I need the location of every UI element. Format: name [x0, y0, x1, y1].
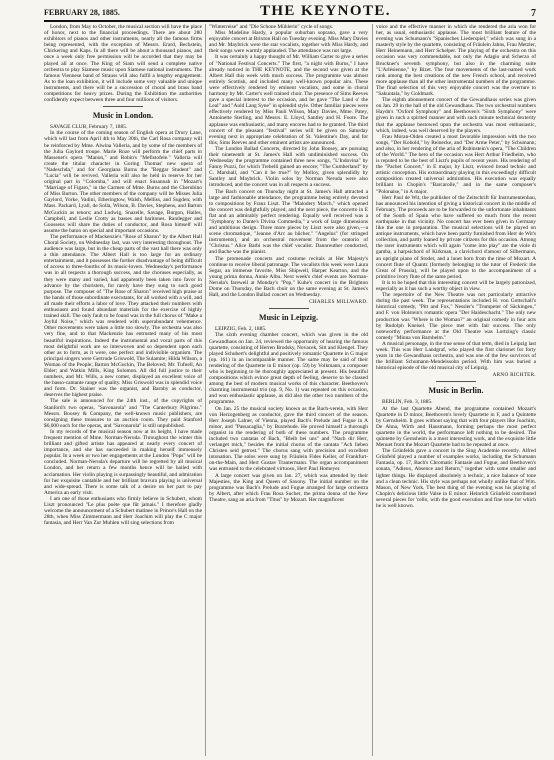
column-divider [372, 24, 373, 756]
paragraph: At the last Quartette Abend, the programme contained Mozart's Quartette in D minor, Beethoven's lovely Quartette in F, and a Quintette by Gernsheim. It goes without saying that with four players like Joachim, De Ahna, Wirth and Hausmann, forming perhaps the most perfect quartette in the world, the performance left nothing to be desired. The quintette by Gernsheim is a most interesting work, and the exquisite little Menuet from the Mozart Quartette had to be repeated at once. [376, 405, 536, 449]
column-3 [376, 24, 536, 756]
paragraph: A musical personage, in the true sense of that term, died in Leipzig last week. This was Herr Landgraf, who played the first clarionet for forty years in the Gewandhaus orchestra, and was one of the few survivors of the brilliant Schumann-Mendelssohn period. With him was buried a historical episode of the old musical city of Leipzig. [376, 340, 536, 372]
dateline: LEIPZIG, Feb. 2, 1885. [215, 326, 267, 333]
page-number: 7 [531, 8, 536, 19]
paragraph: "Winterreise" and "Die Schone Mühlerin" cycle of songs. [209, 24, 334, 30]
paragraph: Frau Moran-Olden created a most favorable impression with the two songs, "Der Kobold," by Reinecke, and "Der Arme Peter," by Schumann; and also, in her rendering of the aria of Rubinstein's opera, "The Children of the World." The hero of the occasion was Herr Arthur Friedheim, who is reputed to be the best of Liszt's pupils of recent years. His rendering of the "Pachet Concert," in E major, by Liszt, evinced broad technic and artistic conception. His extraordinary playing in this exceedingly difficult composition created universal admiration. His execution was equally brilliant in Chopin's "Barcarolle," and in the same composer's "Polonaise," in A major. [376, 133, 536, 195]
author-signature: CHARLES MILLWARD. [309, 299, 368, 306]
dateline: BERLIN, Feb. 3, 1885. [382, 399, 433, 406]
column-1 [44, 24, 202, 756]
paragraph: In my records of the musical season now at its height, I have made frequent mention of Mme. Norman-Neruda. Throughout the winter this brilliant and gifted artiste has appeared at nearly every concert of importance, and she has succeeded in making herself immensely popular. In a week or two her engagements at the London "Pops" will be concluded. Norman-Neruda's departure will be regretted by all musical London, and her return a few months hence will be hailed with acclamation. Her violin playing is surpassingly beautiful, and admiration for her exquisite cantabile and her brilliant bravura playing is universal and wide-spread. There is some talk of a desire on her part to pay America an early visit. [44, 428, 202, 496]
publication-title: THE KEYNOTE. [259, 3, 391, 19]
paragraph: I am one of those enthusiasts who firmly believe in Schubert, whom Liszt pronounced "Le plus poète que fût jamais." I therefore gladly welcome the announcement of a Schubert matinee in Prince's Hall on the 28th, when Miss Zimmermann and Herr Joachim will play the C major fantasia, and Herr Van Zur Muhlen will sing selections from [44, 495, 202, 527]
paragraph: The Bach concert on Thursday night at St. James's Hall attracted a large and fashionable attendance, the programme being entirely devoted to compositions by Franz Liszt. The "Malodery March," which opened the concert was delightfully played, and the next piece, the concerto in E flat and an admirably perfect rendering. Equally well received was a "Symphony to Dante's Divina Commedia," a work of large dimensions and ambitious design. Three more pieces by Liszt were also given,—a scene chromatique, "Jeanne d'Arc au bûcher," "Angelus" (for stringed instruments), and an orchestral movement from the oratorio of "Christus." Alice Barbi was the chief vocalist. Dannreuther conducted, and Bache was the pianist. [209, 188, 368, 256]
dateline: SAVAGE CLUB, February 7, 1885. [50, 124, 128, 131]
section-divider [103, 106, 143, 107]
paragraph: On Jan. 25 the musical society known as the Bach-verein, with Herr von Herzogenberg as conductor, gave the third concert of the season. Herr Joseph Lalner, of Vienna, played Bach's Prelude and Fugue in A minor, and "Passacaglia," by Buxtehude. He proved himself a thorough organist in the rendering of both of these numbers. The programme included two cantatas of Bach, "Bleib bei uns" and "Nach dir Herr, verlanget mich," besides the initial chorus of the cantata "Ach lieben Christen seid getrost." The chorus sang with precision and excellent intonation. The solos were sung by Fräulein Fides Keller, of Frankfurt-on-the-Main, and Herr Gustav Trautermann. The organ accompaniment was entrusted to the celebrated virtuoso, Herr Paul Homeyer. [209, 405, 368, 473]
paragraph: The sixth evening chamber concert, which was given in the old Gewandhaus on Jan. 24, reviewed the opportunity of hearing the famous quartette, consisting of Herren Brodsky, Novacek, Sitt and Klengel. They played Schubert's delightful and positively romantic Quartette in G major (op. 161) in an incomparable manner. The same may be said of their rendering of the Quartette in E minor (op. 59) by Volkmann, a composer who is beginning to be thoroughly appreciated at present. His beautiful compositions which evince great depth of feeling, deserve to be classed among the best of modern musical works of this character. Beethoven's charming instrumental trio (op. 9, No. 1) was repeated on this occasion, and won enthusiastic applause, as did also the other two numbers of the programme. [209, 332, 368, 406]
paragraph: In the course of the coming season of English opera at Drury Lane, which will last from April 4th to May 30th, the Carl Rosa company will be reinforced by Mme. Alwina Valleria, and by some of the members of the Julia Gaylord troupe. Marie Roze will perform the chief parts in Massenet's opera "Manon," and Robin's "Mefistofele." Valleria will create the titular character in Goring Thomas' new opera of "Nadeschda," and for Georgiana Burns the "Beggar Student" and "Lucia" will be revived. Valleria will also be held in reserve for her original part in "Colomba," and will enact Susannah in "Mozart's "Marriage of Figaro," in the Carmen of Mme. Burns and the Cherubino of Miss Burton. The other members of the company will be Misses Julia Gaylord, Yorke, Vadini, Etheringtow, Walsh, Melliss, and Sugden; with Mass. Packard, Lyall, de Solla, Wilson, B. Davies, Stephens, and Barton McGuckin as tenors; and Ludwig, Snazelle, Savage, Burgon, Hailes, Campbell, and Leslie Crotty as basses and baritones. Randegger and Goossens will share the duties of conductor, and Rosa himself will assume the baton on special and important occasions. [44, 130, 202, 234]
section-title-berlin: Music in Berlin. [428, 386, 484, 396]
paragraph: The performance of Mackenzie's "Rose of Sharon" by the Albert Hall Choral Society, on Wednesday last, was very interesting throughout. The audience was large, but in the cheap parts of the vast hall there was only a thin attendance. The Albert Hall is too large for an ordinary entertainment, and it possesses the further disadvantage of being difficult of access to three-fourths of its music-lovers. Wednesday's performance was in all respects a thorough success, and the choruses especially, as they were many and varied, had apparently been taken into favor in advance by the choristers, for rarely have they sung to such good purpose. The composer of "The Rose of Sharon" received high praise at the hands of those subordinate executants, for all worked with a will, and all made their efforts a labor of love. They attacked their numbers with enthusiasm and found abundant materials for the exercise of highly trained skill. The only fault to be found was in the full chorus of "Make a Joyful Noise," which was rendered with superabundant vehemence. Other movements were taken a little too slowly. The orchestra was also very fine, and to that Mackenzie has entrusted many of his most beautiful inspirations. Indeed the instrumental and vocal parts of this most delightful work are so interwoven and so dependent upon each other as to form, as it were, one perfect and indivisible organism. The principal singers were Gertrude Griswold, The Sulamite; Hilda Wilson, a Woman of the People; Barton McGuckin, The Beloved; Mr. Tufnell, An Elder; and Watkin Mills, King Solomon. All did full justice to their numbers, and Mr. Wills, a new comer, displayed an excellent voice of the basso-cantante range of quality. Miss Griswold was in splendid voice and form. Dr. Stainer was the organist, and Barnby as conductor, deserves the highest praise. [44, 233, 202, 399]
masthead [44, 2, 536, 22]
paragraph: A large concert was given on Jan. 27, which was attended by their Majesties, the King and Queen of Saxony. The initial number on the programme was Bach's Prelude and Fugue arranged for large orchestra by Albert, after which Frau Rosa Sucher, the prima donna of the New Theatre, sang an aria from "Titus" by Mozart. Her magnificent [209, 472, 368, 503]
paragraph: Miss Madeline Hardy, a popular suburban soprano, gave a very enjoyable concert at Brixton Hall on Tuesday evening. Miss Mary Davies and Mr. Maybrick were the star vocalists, together with Miss Hardy, and their songs were warmly applauded. The attendance was not large. [209, 30, 368, 55]
paragraph: The promenade concerts and costume recitals at Her Majesty's continue to receive liberal patronage. The vocalists this week were Laura Segar, an immense favorite, Miss Shipwell, Harper Kearton, and the young prima donna, Annie Albu. Next week's chief events are Norman-Neruda's farewell at Monday's "Pop," Kuhe's concert in the Brighton Dome on Thursday, the Bach choir on the same evening at St. James's Hall, and the London Ballad concert on Wednesday. [209, 255, 368, 299]
column-2 [209, 24, 368, 756]
paragraph: voice and the effective manner in which she rendered the aria won for her, as usual, enthusiastic applause. The most brilliant feature of the evening was Schumann's "Spanisches Liederspiel," which was sung in a masterly style by the quartette, consisting of Fräulein Jahns, Frau Metzler, Herr Heinemann, and Herr Schelper. The playing of the orchestra on this occasion was very commendable, not only the Adagio and Scherzo of Bruckner's seventh symphony, but also in the charming suite "L'Arlésienne," by Bizet. The four movements of the last-named work rank among the best creations of the new French school, and received more applause than all the other instrumental numbers of the programme. The final selection of this very enjoyable concert was the overture to "Sakuntala," by Goldmark. [376, 24, 536, 98]
section-title-london: Music in London. [92, 111, 154, 121]
paragraph: The sale is announced for the 24th inst., of the copyrights of Stanford's two operas, "Savonarola" and "The Canterbury Pilgrims." Messrs. Boosey & Company, the well-known music publishers, are consigning these treasures to an auction room. They paid Stanford $6,000 each for the operas, and "Savonarola" is still unpublished. [44, 398, 202, 429]
column-divider [205, 24, 206, 756]
section-title-leipzig: Music in Leipzig. [259, 313, 318, 323]
paragraph: London, from May to October, the musical section will have the place of honor, next to the financial proceedings. There are about 280 exhibitors of pianos and other instruments, nearly all the famous firms being represented, with the exception of Messrs. Erard, Bechstein, Chickering and Kaps. In all there will be about a thousand pianos, and once a week only free permission will be accorded that they may be played all at once. The King of Siam will send a complete native orchestra to play Siamese music upon Siamese national instruments. The famous Viennese band of Strauss will also fulfil a lengthy engagement. As to the loan exhibition, it will include some very valuable and unique instruments, and there will be a succession of choral and brass band competitions for heavy prizes. During the Exhibition the authorities confidently expect between three and four millions of visitors. [44, 24, 202, 104]
section-divider [436, 381, 476, 382]
paragraph: The London Ballad Concerts, directed by John Boosey, are pursuing their nineteenth at St. James's Hall with undiminished success. On Wednesday the programme contained three new songs, "L'Indovina" by Fanny Puzzi, for which Trebelli gained an encore; "The Cumberland" by C. Marshall, and "Can it be true?" by Molloy, given splendidly by Santley and Maybrick. Violin solos by Norman Neruda were also introduced, and the concert was in all respects a success. [209, 145, 368, 189]
paragraph: It is to be hoped that this interesting concert will be largely patronized, especially as it has such a worthy object in view. [376, 279, 536, 293]
paragraph: Herr Paul de Wit, the publisher of the Zeitschrift für Instrumentenbau, has announced his intention of giving a historical concert in the middle of February. The proceeds are to be forwarded to the unfortunate inhabitants of the South of Spain who have suffered so much from the recent earthquake in that vicinity. No concert has ever been given in Germany like the one in preparation. The musical selections will be played on antique instruments, which have been partly furnished from Herr de Wit's collection, and partly loaned by private citizens for this occasion. Among the rarer instruments which will again "come into play" are the viole di gamba, a harpsichord of Kirkman, a clavichord d'amour of Silbermann, an upright piano of Stoder, and a lunet horn from the time of Mozart. A concert flute of Quantz (formerly belonging to the tutor of Frederic the Great of Prussia), will be played upon to the accompaniment of a primitive ivory flute of the same period. [376, 194, 536, 280]
issue-date: FEBRUARY 28, 1885. [44, 8, 120, 17]
paragraph: The eighth abonnement concert of the Gewandhaus series was given on Jan. 29 in the hall of the old Gewandhaus. The two orchestral numbers Haydn's "Oxford Symphony" and Beethoven's "Sixth Symphony" were given in such a spirited manner and with such minute technical dexterity that the applause bestowed upon the orchestra was most enthusiastic, which, indeed, was well deserved by the players. [376, 97, 536, 134]
section-divider [269, 308, 309, 309]
author-signature: ARNO RICHTER. [492, 372, 536, 379]
paragraph: It was certainly a happy thought of Mr. William Carter to give a series of "National Festival Concerts." The first, "a night with Burns," I have already noticed in THE KEYNOTE, and the second was given at the Albert Hall this week with much success. The programme was almost entirely Scottish, and included many well-known popular airs. These were effectively rendered by eminent vocalists, and some in choral harmony by Mr. Carter's well trained choir. The presence of Sims Reeves gave a special interest to the occasion, and he gave "The Land o' the Leal" and "Auld Lang Syne" in splendid style. Other familiar pieces were effectively rendered by Miss Pauli Wilson, Mary Davies, Mme. Patey, Antoinette Sterling, and Messrs. E. Lloyd, Santley and H. Foote. The applause was enthusiastic, and many encores had to be granted. The third concert of the pleasant "festival" series will be given on Saturday evening next in appropriate celebration of St. Valentine's Day, and for this, Sims Reeves and other eminent artists are announced. [209, 54, 368, 146]
paragraph: The Grünfelds gave a concert in the Sing Academie recently. Alfred Grünfeld played a number of examples works, including the Schumann Fantasia, op. 17, Bach's Chromatic Fantasie and Fugue, and Beethoven's sonata, "Adieux, Absence and Return," together with some smaller and lighter things. He displayed absolutely a technic, a nice balance of tone and a clean technic. His style was perhaps not wholly unlike that of Wm. Mason, of New York. The best thing of the evening was his playing of Chopin's delicious little Valse in E minor. Heinrich Grünfeld contributed several pieces for 'cello, with the good execution and fine tone for which he is well known. [376, 448, 536, 510]
paragraph: The repertoire of the New Theatre was not particularly attractive during the past week. The representations included H. von Gottschall's historical comedy, "Pitt and Fox," Nessler's "Trumpeter of Säckingen," and F. von Holstein's romantic opera "Der Haideschacht." The only new production was "Where is the Woman?" an original comedy in four acts by Rudolph Kneisel. The piece met with fair success. The only noteworthy performance at the Old Theatre was Lortzing's classic comedy "Minna von Barnhelm." [376, 292, 536, 341]
